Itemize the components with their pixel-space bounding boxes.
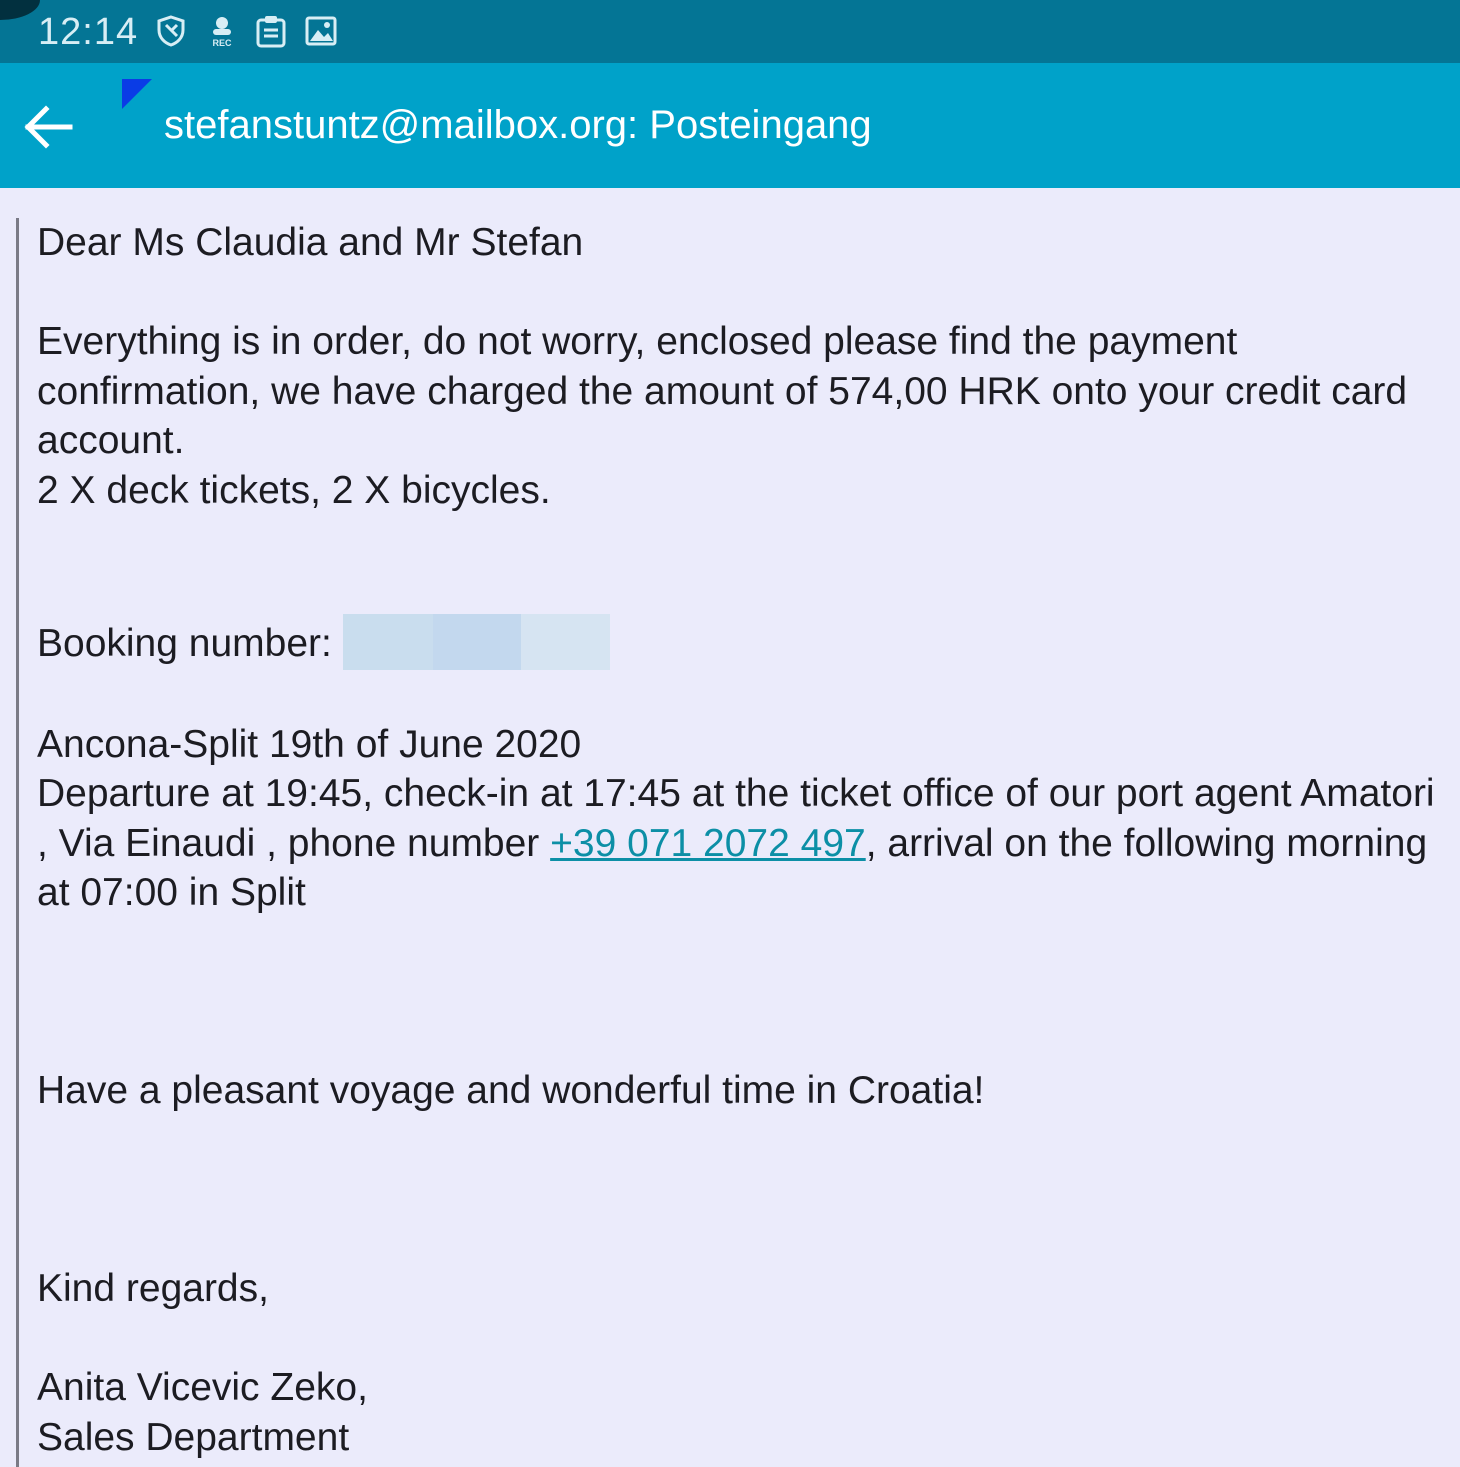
booking-number-redacted (343, 614, 610, 670)
folder-title: stefanstuntz@mailbox.org: Posteingang (164, 103, 872, 147)
app-bar (0, 63, 1460, 188)
items-line: 2 X deck tickets, 2 X bicycles. (37, 468, 551, 512)
wish-line: Have a pleasant voyage and wonderful time in Croatia! (37, 1069, 985, 1112)
status-bar (0, 0, 1460, 63)
booking-label: Booking number: (37, 622, 332, 665)
account-color-flag-icon (122, 79, 152, 109)
signature-department: Sales Department (37, 1415, 350, 1459)
svg-text:REC: REC (212, 38, 232, 48)
phone-link[interactable]: +39 071 2072 497 (550, 821, 866, 865)
message-body (37, 218, 1447, 1462)
arrow-left-icon[interactable] (20, 99, 76, 155)
closing-line: Kind regards, (37, 1267, 269, 1310)
greeting: Dear Ms Claudia and Mr Stefan (37, 221, 584, 264)
status-bar-corner (0, 0, 40, 20)
payment-paragraph: Everything is in order, do not worry, enclosed please find the payment confirmation, we have charged the amount of 574,00 HRK onto your credit card account. (37, 320, 1408, 462)
image-icon (304, 14, 338, 48)
rec-icon (205, 14, 239, 48)
booking-line (37, 614, 1447, 670)
route-line: Ancona-Split 19th of June 2020 (37, 722, 582, 766)
message-view (0, 188, 1460, 1467)
departure-details (37, 769, 1447, 918)
signature-name: Anita Vicevic Zeko, (37, 1366, 368, 1409)
shield-icon (154, 14, 188, 48)
quote-bar (16, 218, 19, 1467)
clipboard-icon (254, 14, 288, 48)
status-time: 12:14 (38, 11, 139, 53)
details-text-start: Departure at 19:45, check-in at 17:45 at the ticket office of our port agent Amatori , Via Einaudi , phone number (37, 772, 1435, 865)
details-text-end: , arrival on the following morning at 07:00 in Split (37, 821, 1428, 914)
